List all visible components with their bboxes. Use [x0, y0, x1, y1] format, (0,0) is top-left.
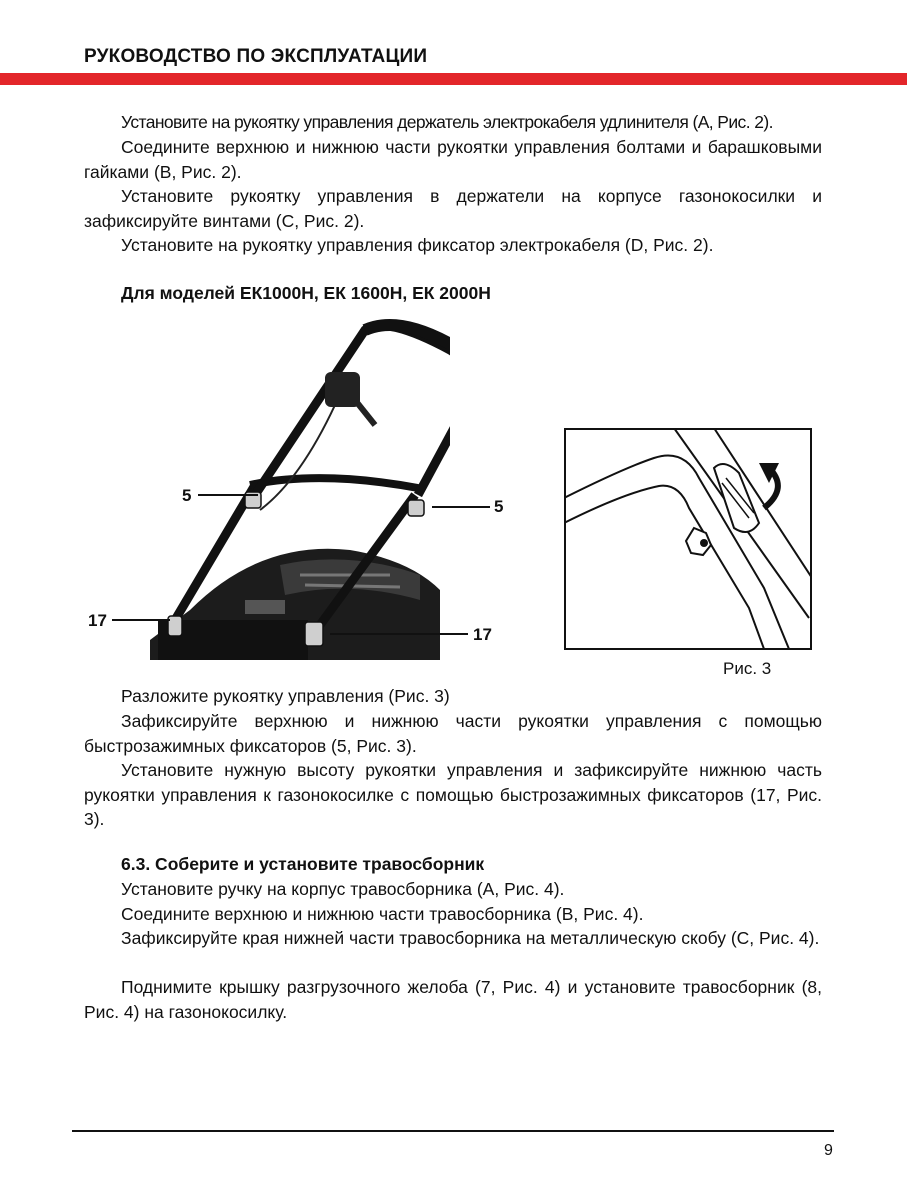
callout-lines: [80, 480, 510, 660]
paragraph-handle-3: Установите рукоятку управления в держатели на корпусе газонокосилки и зафиксируйте винтами (С, Рис. 2).: [84, 186, 822, 231]
callout-5-left: 5: [182, 486, 192, 505]
figure-caption: Рис. 3: [723, 659, 772, 678]
callout-5-right: 5: [494, 497, 504, 516]
page-number: 9: [824, 1142, 833, 1159]
section-6-3-heading: 6.3. Соберите и установите травосборник: [121, 854, 485, 874]
paragraph-handle-4: Установите на рукоятку управления фиксатор электрокабеля (D, Рис. 2).: [121, 235, 714, 255]
paragraph-63-3: Зафиксируйте края нижней части травосборника на металлическую скобу (С, Рис. 4).: [121, 928, 820, 948]
paragraph-63-4: Поднимите крышку разгрузочного желоба (7, Рис. 4) и установите травосборник (8, Рис. 4) на газонокосилку.: [84, 977, 822, 1022]
paragraph-handle-1: Установите на рукоятку управления держатель электрокабеля удлинителя (А, Рис. 2).: [121, 112, 773, 132]
paragraph-fold-1: Разложите рукоятку управления (Рис. 3): [121, 686, 450, 706]
paragraph-63-2: Соедините верхнюю и нижнюю части травосборника (В, Рис. 4).: [121, 904, 644, 924]
footer-rule: [72, 1130, 834, 1132]
clamp-detail-inset: [564, 428, 812, 650]
page-header-title: РУКОВОДСТВО ПО ЭКСПЛУАТАЦИИ: [84, 46, 428, 67]
paragraph-fold-2: Зафиксируйте верхнюю и нижнюю части рукоятки управления с помощью быстрозажимных фиксаторов (5, Рис. 3).: [84, 711, 822, 756]
header-red-bar: [0, 73, 907, 85]
callout-17-right: 17: [473, 625, 492, 644]
paragraph-63-1: Установите ручку на корпус травосборника (А, Рис. 4).: [121, 879, 565, 899]
callout-17-left: 17: [88, 611, 107, 630]
paragraph-handle-2: Соедините верхнюю и нижнюю части рукоятки управления болтами и барашковыми гайками (В, Рис. 2).: [84, 137, 822, 182]
models-heading: Для моделей ЕК1000Н, ЕК 1600Н, ЕК 2000Н: [121, 283, 491, 303]
paragraph-fold-3: Установите нужную высоту рукоятки управления и зафиксируйте нижнюю часть рукоятки управления к газонокосилке с помощью быстрозажимных фиксаторов (17, Рис. 3).: [84, 760, 822, 829]
